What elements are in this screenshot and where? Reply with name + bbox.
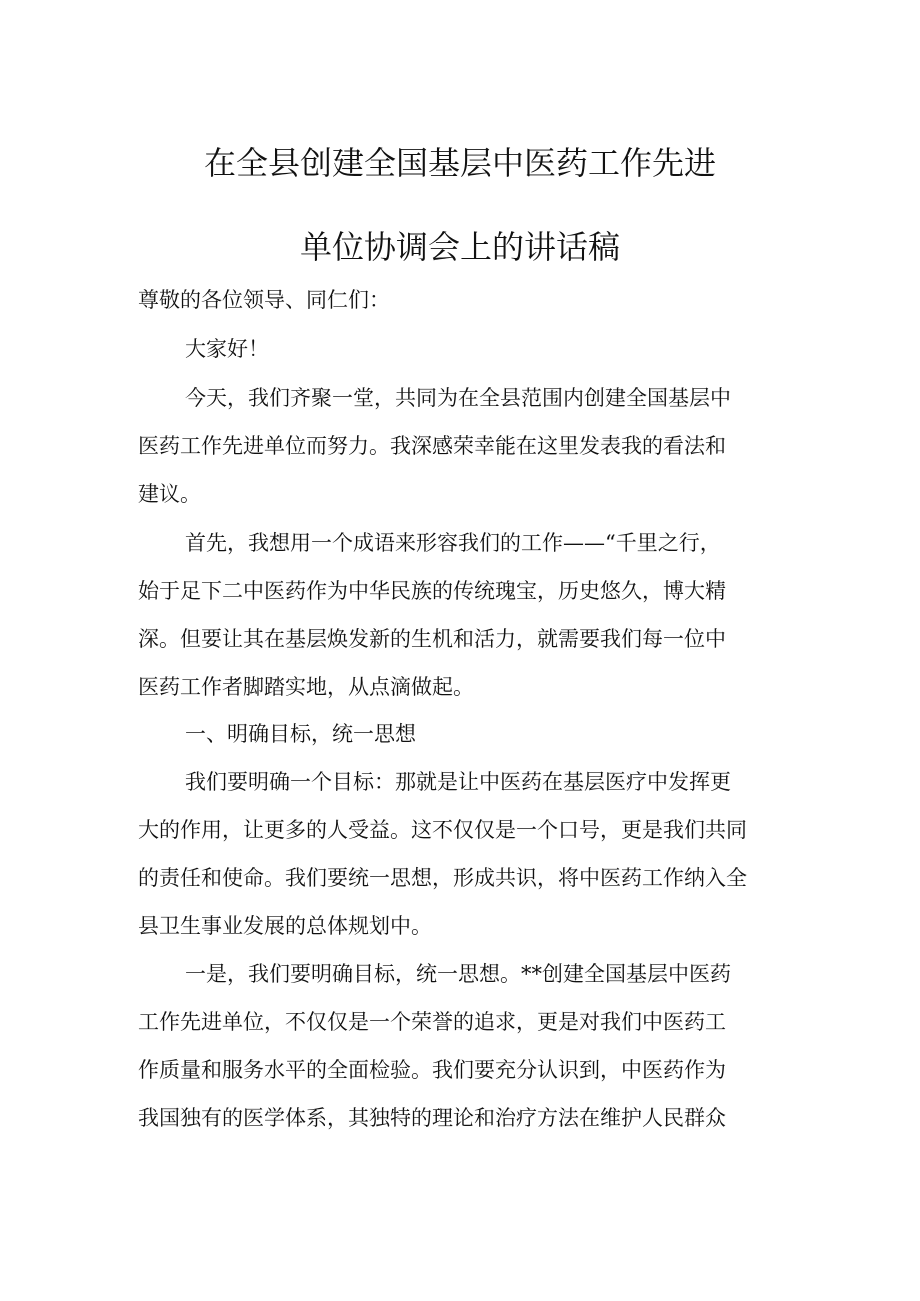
body-line: 工作先进单位，不仅仅是一个荣誉的追求，更是对我们中医药工 bbox=[138, 1010, 726, 1034]
body-line: 一是，我们要明确目标，统一思想。**创建全国基层中医药 bbox=[185, 962, 731, 986]
body-line: 医药工作者脚踏实地，从点滴做起。 bbox=[138, 675, 474, 699]
section-heading: 一、明确目标，统一思想 bbox=[185, 722, 416, 746]
body-line: 建议。 bbox=[138, 482, 201, 506]
document-title-line-1: 在全县创建全国基层中医药工作先进 bbox=[203, 144, 716, 182]
body-line: 首先，我想用一个成语来形容我们的工作——“千里之行， bbox=[185, 531, 721, 555]
body-line: 始于足下二中医药作为中华民族的传统瑰宝，历史悠久，博大精 bbox=[138, 579, 726, 603]
body-line: 县卫生事业发展的总体规划中。 bbox=[138, 914, 432, 938]
document-title-line-2: 单位协调会上的讲话稿 bbox=[299, 228, 620, 266]
body-line: 大的作用，让更多的人受益。这不仅仅是一个口号，更是我们共同 bbox=[138, 818, 747, 842]
body-line: 作质量和服务水平的全面检验。我们要充分认识到，中医药作为 bbox=[138, 1058, 726, 1082]
body-line: 医药工作先进单位而努力。我深感荣幸能在这里发表我的看法和 bbox=[138, 434, 726, 458]
body-line: 的责任和使命。我们要统一思想，形成共识，将中医药工作纳入全 bbox=[138, 866, 747, 890]
body-line: 我国独有的医学体系，其独特的理论和治疗方法在维护人民群众 bbox=[138, 1106, 726, 1130]
body-line: 今天，我们齐聚一堂，共同为在全县范围内创建全国基层中 bbox=[185, 386, 731, 410]
body-line: 我们要明确一个目标：那就是让中医药在基层医疗中发挥更 bbox=[185, 770, 731, 794]
greeting: 大家好！ bbox=[185, 337, 269, 361]
body-line: 深。但要让其在基层焕发新的生机和活力，就需要我们每一位中 bbox=[138, 627, 726, 651]
salutation: 尊敬的各位领导、同仁们： bbox=[138, 288, 390, 312]
